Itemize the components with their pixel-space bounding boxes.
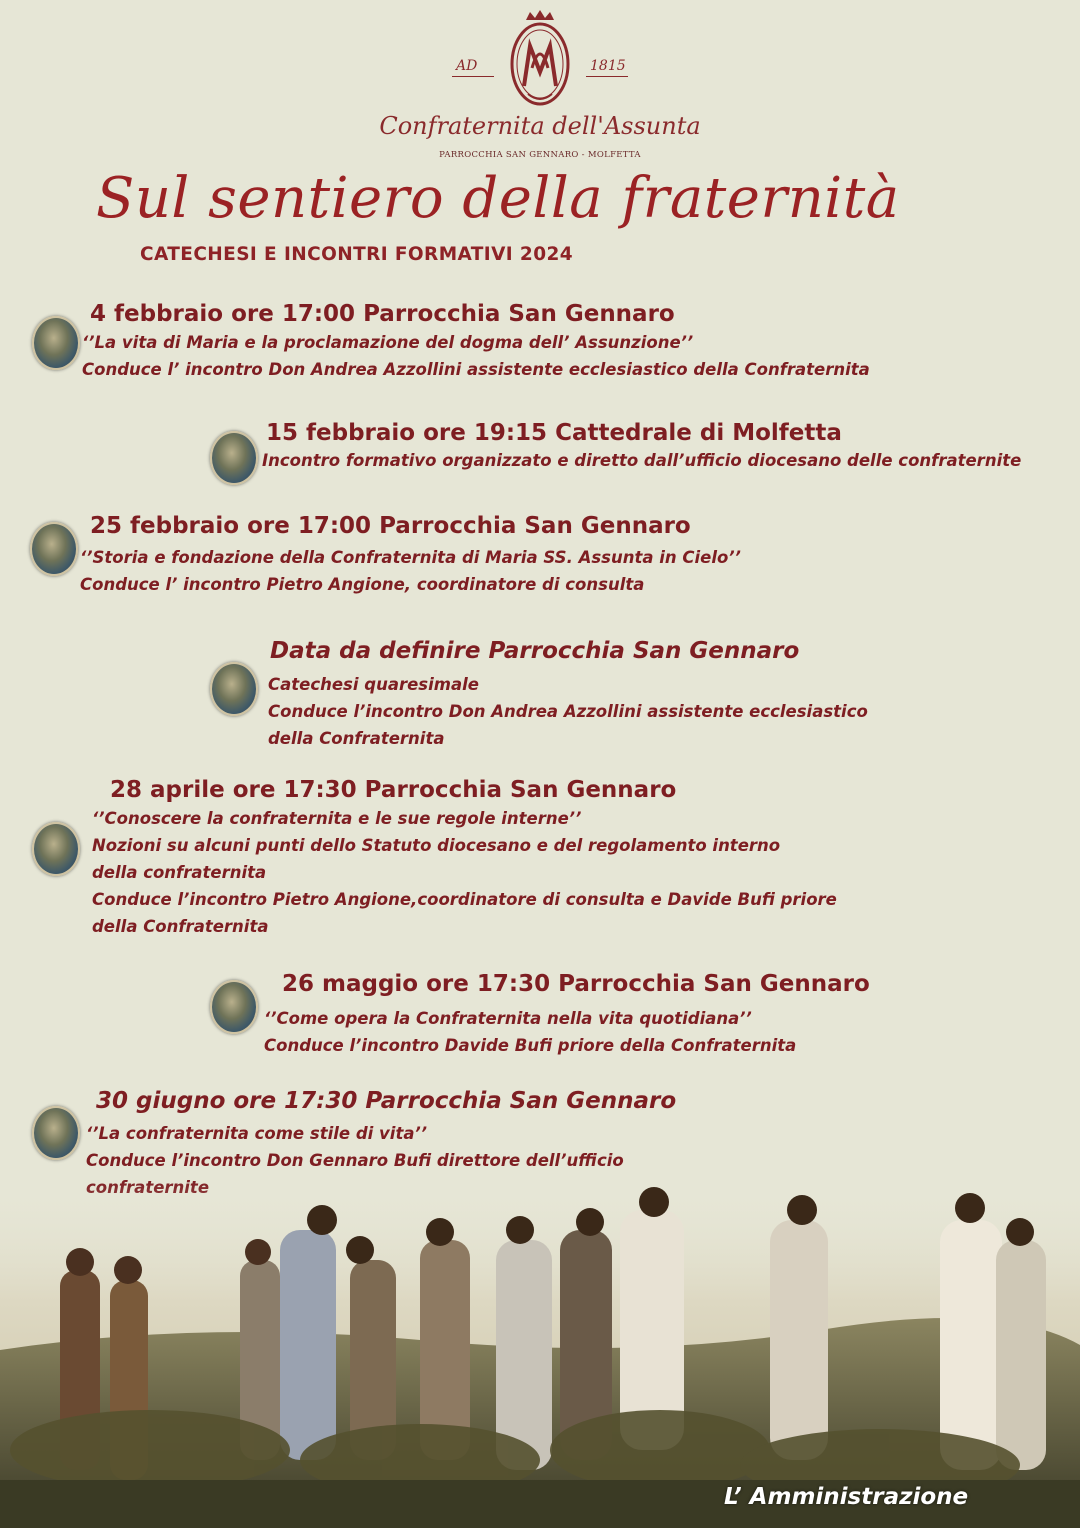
event-heading: 15 febbraio ore 19:15 Cattedrale di Molfetta bbox=[266, 420, 842, 446]
event-line: Conduce l’incontro Pietro Angione,coordinatore di consulta e Davide Bufi priore bbox=[92, 890, 837, 909]
event-line: Conduce l’ incontro Don Andrea Azzollini assistente ecclesiastico della Confraternita bbox=[82, 360, 870, 379]
medallion-icon bbox=[32, 1106, 80, 1160]
event-item bbox=[110, 775, 676, 805]
event-heading: 26 maggio ore 17:30 Parrocchia San Gennaro bbox=[282, 971, 870, 997]
event-heading: Data da definire Parrocchia San Gennaro bbox=[270, 638, 800, 664]
event-heading: 28 aprile ore 17:30 Parrocchia San Gennaro bbox=[110, 777, 677, 803]
event-item bbox=[90, 299, 675, 329]
page-title: Sul sentiero della fraternità bbox=[96, 166, 900, 231]
medallion-icon bbox=[32, 316, 80, 370]
crest-icon bbox=[500, 10, 580, 110]
event-line: ‘’La vita di Maria e la proclamazione del dogma dell’ Assunzione’’ bbox=[82, 333, 694, 352]
event-heading: 30 giugno ore 17:30 Parrocchia San Gennaro bbox=[96, 1088, 677, 1114]
painting-illustration bbox=[0, 1180, 1080, 1528]
event-item bbox=[90, 511, 691, 541]
event-line: ‘’Come opera la Confraternita nella vita quotidiana’’ bbox=[264, 1009, 752, 1028]
medallion-icon bbox=[210, 662, 258, 716]
crest-rule-left bbox=[452, 76, 494, 77]
event-line: Nozioni su alcuni punti dello Statuto diocesano e del regolamento interno bbox=[92, 836, 781, 855]
event-details bbox=[80, 544, 741, 598]
event-line: Conduce l’ incontro Pietro Angione, coordinatore di consulta bbox=[80, 575, 645, 594]
event-line: della Confraternita bbox=[92, 917, 269, 936]
event-details bbox=[92, 805, 837, 940]
signature: L’ Amministrazione bbox=[724, 1484, 969, 1510]
event-line: Catechesi quaresimale bbox=[268, 675, 479, 694]
event-heading: 25 febbraio ore 17:00 Parrocchia San Gennaro bbox=[90, 513, 691, 539]
event-line: ‘’La confraternita come stile di vita’’ bbox=[86, 1124, 428, 1143]
page-subtitle: CATECHESI E INCONTRI FORMATIVI 2024 bbox=[140, 244, 574, 265]
medallion-icon bbox=[210, 980, 258, 1034]
event-line: della confraternita bbox=[92, 863, 267, 882]
crest-year-left: AD bbox=[456, 58, 478, 74]
event-details bbox=[264, 1005, 796, 1059]
event-item bbox=[96, 1086, 676, 1116]
medallion-icon bbox=[30, 522, 78, 576]
event-line: Incontro formativo organizzato e diretto dall’ufficio diocesano delle confraternite bbox=[262, 451, 1022, 470]
event-line: ‘’Storia e fondazione della Confraternita di Maria SS. Assunta in Cielo’’ bbox=[80, 548, 741, 567]
crest-year-right: 1815 bbox=[590, 58, 626, 74]
crest-rule-right bbox=[586, 76, 628, 77]
event-line: della Confraternita bbox=[268, 729, 445, 748]
event-line: Conduce l’incontro Don Andrea Azzollini assistente ecclesiastico bbox=[268, 702, 868, 721]
event-details bbox=[82, 329, 870, 383]
medallion-icon bbox=[210, 431, 258, 485]
event-line: ‘’Conoscere la confraternita e le sue regole interne’’ bbox=[92, 809, 582, 828]
event-line: Conduce l’incontro Davide Bufi priore della Confraternita bbox=[264, 1036, 797, 1055]
event-line: Conduce l’incontro Don Gennaro Bufi direttore dell’ufficio bbox=[86, 1151, 624, 1170]
event-details bbox=[262, 447, 1021, 474]
event-heading: 4 febbraio ore 17:00 Parrocchia San Gennaro bbox=[90, 301, 675, 327]
event-item bbox=[266, 418, 842, 448]
event-item bbox=[282, 969, 870, 999]
event-item bbox=[270, 636, 799, 666]
organization-name: Confraternita dell'Assunta bbox=[379, 112, 701, 140]
organization-subtitle: PARROCCHIA SAN GENNARO - MOLFETTA bbox=[439, 150, 641, 160]
event-details bbox=[268, 671, 868, 752]
medallion-icon bbox=[32, 822, 80, 876]
